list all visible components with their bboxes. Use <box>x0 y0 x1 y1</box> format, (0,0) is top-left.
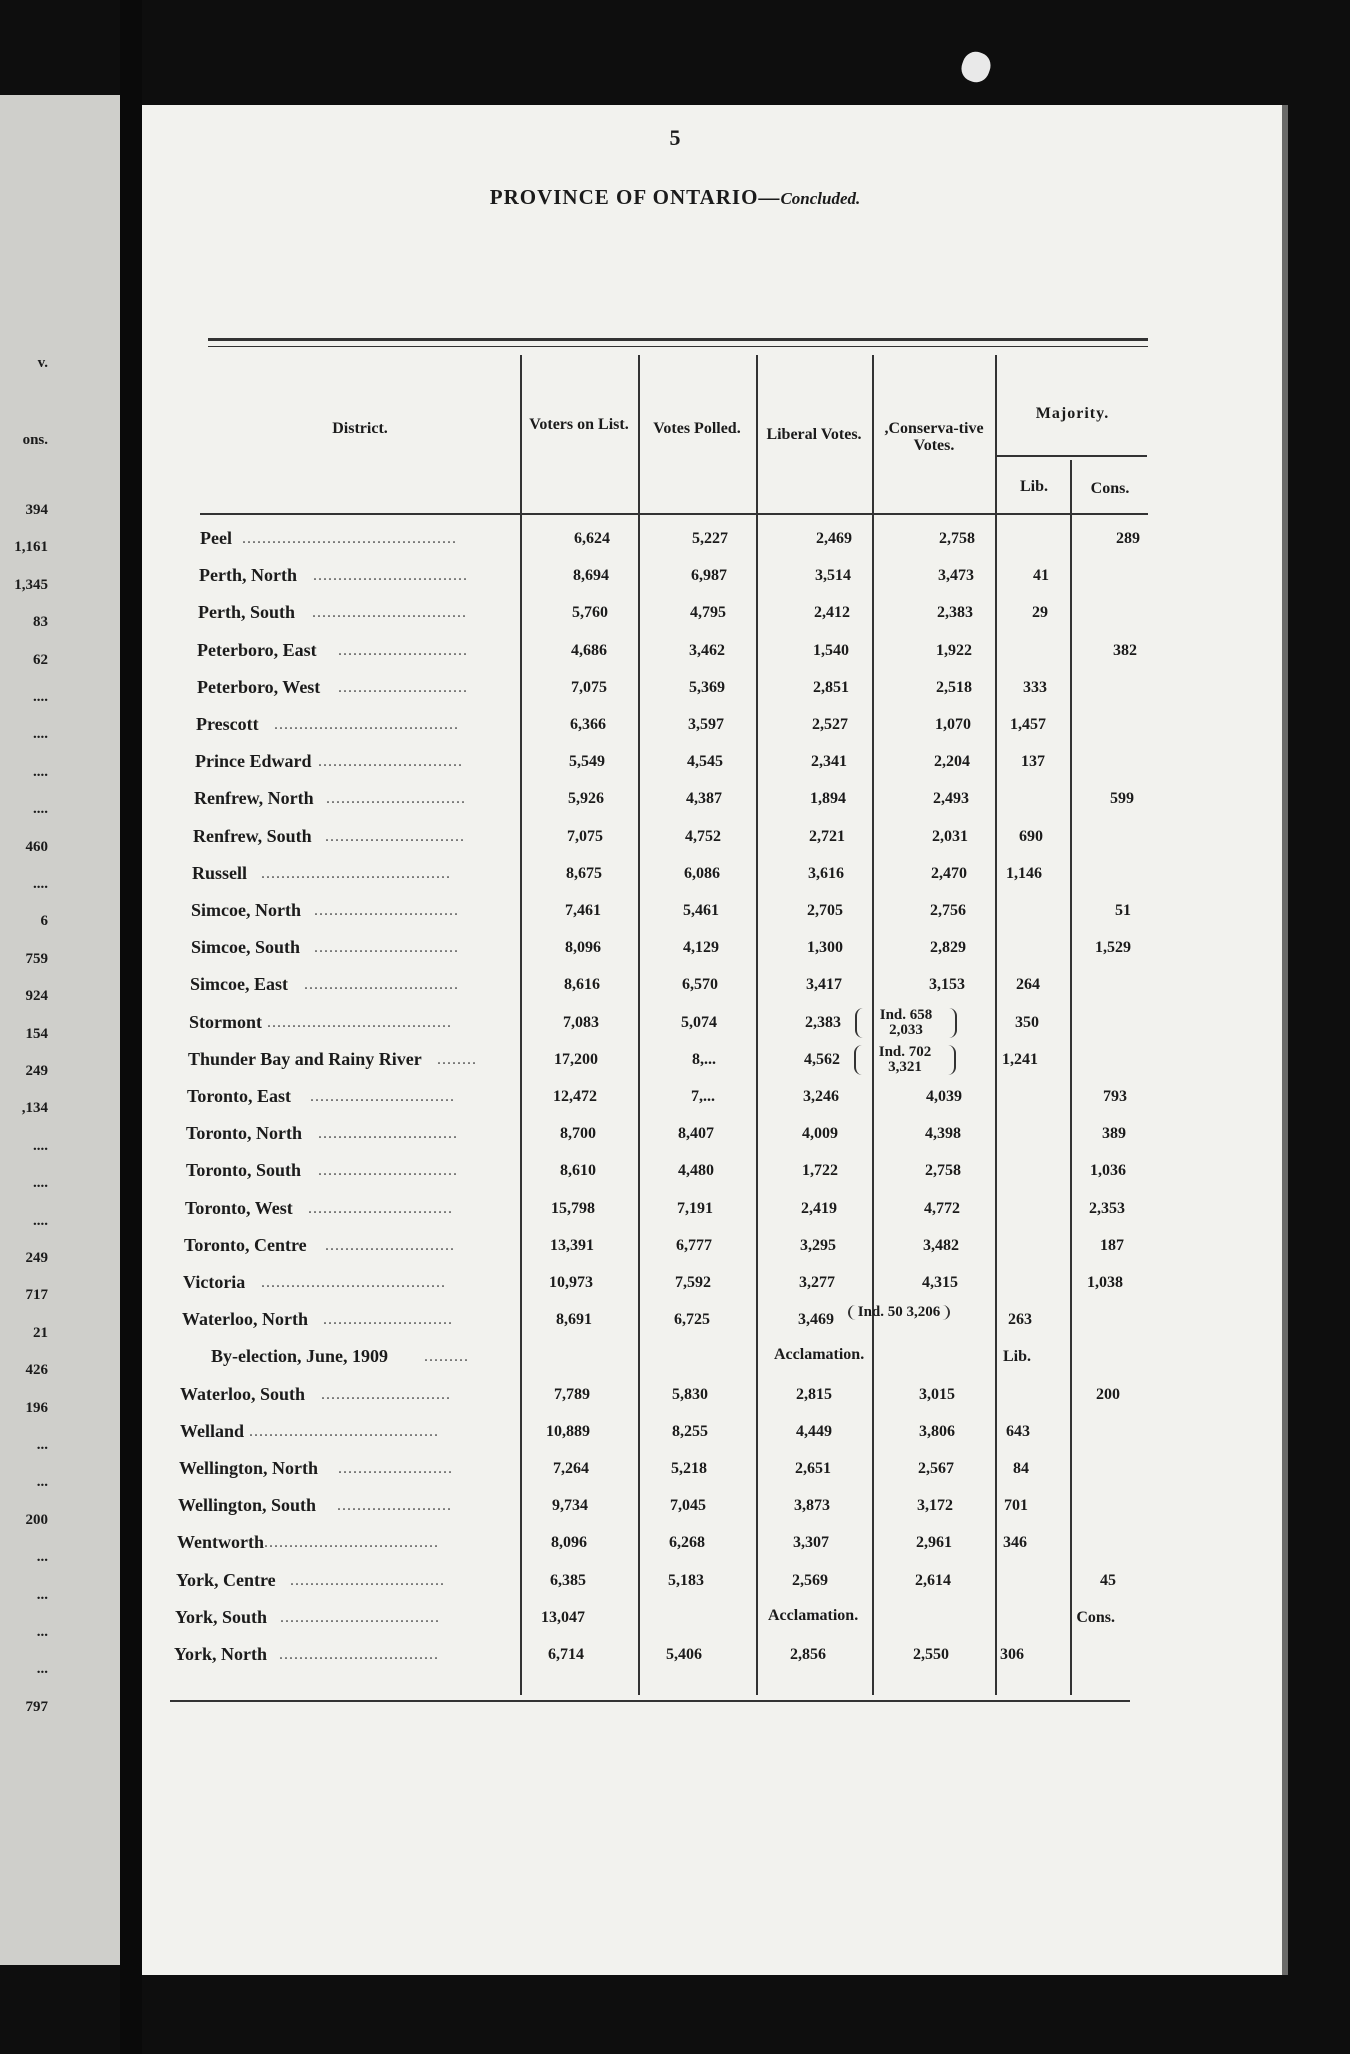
liberal-value: 1,540 <box>813 641 849 659</box>
lib-value: 643 <box>1006 1422 1030 1440</box>
left-page-fragment: ... <box>36 1474 48 1491</box>
dot-leader: ............................ <box>326 790 466 808</box>
liberal-value: 3,277 <box>799 1274 835 1291</box>
conservative-value: 2,470 <box>931 864 967 882</box>
left-page-fragment: 426 <box>25 1362 48 1379</box>
cons-value: 1,038 <box>1087 1274 1123 1291</box>
liberal-value: 1,300 <box>807 939 843 957</box>
dot-leader: ............................... <box>313 567 468 585</box>
polled-value: 5,461 <box>683 902 719 919</box>
polled-value: 3,462 <box>689 641 725 659</box>
voters-value: 5,549 <box>569 753 605 771</box>
page-number: 5 <box>669 125 681 150</box>
voters-value: 7,075 <box>567 827 603 845</box>
cons-value: 1,036 <box>1090 1162 1126 1180</box>
conservative-value: 4,039 <box>926 1088 962 1105</box>
top-rule-thin <box>208 346 1148 347</box>
liberal-value: 3,246 <box>803 1088 839 1105</box>
voters-value: 8,096 <box>551 1534 587 1552</box>
cons-value: 382 <box>1113 641 1137 659</box>
dot-leader: ............................ <box>318 1125 458 1143</box>
liberal-value: 1,722 <box>802 1162 838 1180</box>
voters-value: 12,472 <box>553 1088 597 1105</box>
dot-leader: ............................. <box>318 753 463 771</box>
polled-value: 6,987 <box>691 567 727 585</box>
district-name: Simcoe, East <box>190 974 288 995</box>
district-name: Perth, North <box>199 565 297 586</box>
left-page-fragment: ... <box>36 1661 48 1678</box>
district-name: Prescott <box>196 714 259 734</box>
cons-value: Cons. <box>1076 1608 1115 1626</box>
dot-leader: ........ <box>437 1050 477 1068</box>
cons-value: 793 <box>1103 1088 1127 1105</box>
liberal-value: 2,815 <box>796 1385 832 1403</box>
header-lib: Lib. <box>1019 478 1048 495</box>
acclamation-note: Acclamation. <box>768 1606 859 1624</box>
lib-value: 263 <box>1008 1311 1032 1329</box>
left-page-fragment: 83 <box>33 614 48 631</box>
liberal-value: 4,562 <box>804 1050 840 1068</box>
title-suffix: Concluded. <box>780 189 861 208</box>
dot-leader: ............................. <box>308 1199 453 1217</box>
liberal-value: 2,721 <box>809 827 845 845</box>
header-cons: Cons. <box>1090 480 1130 497</box>
voters-value: 8,616 <box>564 976 600 994</box>
polled-value: 5,218 <box>671 1460 707 1477</box>
district-name: York, North <box>174 1644 267 1664</box>
liberal-value: 4,449 <box>796 1422 832 1440</box>
conservative-value: 2,829 <box>930 939 966 957</box>
header-voters: Voters on List. <box>529 416 629 433</box>
conservative-value: 2,567 <box>918 1460 954 1477</box>
dot-leader: ........................................... <box>242 530 457 547</box>
liberal-value: 2,705 <box>807 902 843 919</box>
district-name: Toronto, South <box>186 1160 302 1181</box>
dot-leader: ............................ <box>318 1162 458 1180</box>
lib-value: 701 <box>1004 1497 1028 1515</box>
liberal-value: 3,514 <box>815 567 851 585</box>
left-page-fragment: .... <box>33 689 48 705</box>
liberal-value: 2,569 <box>792 1571 828 1589</box>
voters-value: 7,264 <box>553 1460 589 1477</box>
polled-value: 7,191 <box>677 1199 713 1217</box>
dot-leader: .......................... <box>321 1385 451 1403</box>
liberal-value: 4,009 <box>802 1125 838 1143</box>
voters-value: 7,075 <box>571 678 607 696</box>
polled-value: 6,086 <box>684 864 720 882</box>
top-rule <box>208 338 1148 341</box>
independent-votes: Ind. 702 3,321 <box>854 1045 956 1075</box>
conservative-value: 2,493 <box>933 790 969 808</box>
polled-value: 4,387 <box>686 790 722 808</box>
left-page-fragment: 62 <box>33 651 48 668</box>
conservative-value: 1,070 <box>935 716 971 733</box>
dot-leader: ....................... <box>337 1497 452 1515</box>
polled-value: 3,597 <box>688 716 724 733</box>
polled-value: 4,480 <box>678 1162 714 1180</box>
voters-value: 9,734 <box>552 1497 588 1515</box>
majority-rule <box>997 455 1147 457</box>
lib-value: 1,457 <box>1010 716 1046 733</box>
conservative-value: 2,614 <box>915 1571 951 1589</box>
cons-value: 2,353 <box>1089 1199 1125 1217</box>
voters-value: 13,391 <box>550 1236 594 1254</box>
lib-value: 41 <box>1033 567 1049 585</box>
lib-value: 333 <box>1023 678 1047 696</box>
left-page-fragment: 200 <box>25 1511 48 1528</box>
left-page-fragment: 249 <box>25 1250 48 1266</box>
dot-leader: ...................................... <box>249 1422 439 1440</box>
conservative-value: 3,482 <box>923 1236 959 1254</box>
left-page-fragment: .... <box>33 726 48 743</box>
conservative-value: 3,015 <box>919 1385 955 1403</box>
left-page-fragment: 797 <box>25 1698 48 1715</box>
polled-value: 5,074 <box>681 1013 717 1031</box>
dot-leader: ............................... <box>290 1571 445 1589</box>
liberal-value: 2,412 <box>814 604 850 622</box>
conservative-value: 4,315 <box>922 1274 958 1291</box>
polled-value: 5,369 <box>689 678 725 696</box>
polled-value: 7,592 <box>675 1274 711 1291</box>
lib-value: 1,241 <box>1002 1050 1038 1068</box>
conservative-value: 3,806 <box>919 1422 955 1440</box>
polled-value: 8,... <box>692 1050 716 1068</box>
voters-value: 13,047 <box>541 1608 585 1626</box>
left-page-fragment: ... <box>36 1549 48 1566</box>
header-majority: Majority. <box>1035 405 1110 422</box>
voters-value: 8,096 <box>565 939 601 957</box>
voters-value: 15,798 <box>551 1199 595 1217</box>
header-district: District. <box>332 420 388 437</box>
polled-value: 7,... <box>691 1088 715 1105</box>
polled-value: 8,407 <box>678 1125 714 1143</box>
left-page-fragment: 1,345 <box>14 576 48 593</box>
cons-value: 289 <box>1116 530 1140 547</box>
left-page-fragment: 460 <box>25 838 48 855</box>
liberal-value: 3,295 <box>800 1236 836 1254</box>
district-name: York, Centre <box>176 1569 276 1590</box>
district-name: Peterboro, East <box>197 639 317 660</box>
lib-value: Lib. <box>1002 1348 1031 1366</box>
dot-leader: .......................... <box>325 1236 455 1254</box>
district-name: Perth, South <box>198 602 296 623</box>
conservative-value: 3,473 <box>938 567 974 585</box>
dot-leader: ...................................... <box>261 864 451 882</box>
district-name: Renfrew, South <box>193 825 312 846</box>
polled-value: 4,752 <box>685 827 721 845</box>
district-name: Prince Edward <box>195 751 312 772</box>
left-page-fragment: ,134 <box>21 1100 48 1117</box>
dot-leader: .......................... <box>323 1311 453 1329</box>
page-title <box>0 185 1350 210</box>
conservative-value: 1,922 <box>936 641 972 659</box>
dot-leader: ................................ <box>279 1646 439 1663</box>
left-page-fragment: .... <box>33 1212 48 1229</box>
left-page-fragment: 717 <box>25 1287 48 1304</box>
conservative-value: 2,383 <box>937 604 973 622</box>
voters-value: 5,926 <box>568 790 604 808</box>
left-page-fragment: 154 <box>25 1025 48 1042</box>
voters-value: 8,700 <box>560 1125 596 1143</box>
liberal-value: 3,417 <box>806 976 842 994</box>
district-name: Wellington, North <box>179 1458 319 1478</box>
polled-value: 4,129 <box>683 939 719 957</box>
conservative-value: 2,550 <box>913 1646 949 1663</box>
acclamation-note: Acclamation. <box>774 1346 865 1364</box>
district-name: Welland <box>180 1420 245 1441</box>
dot-leader: ................................... <box>264 1534 439 1552</box>
lib-value: 690 <box>1019 827 1043 845</box>
header-rule <box>200 513 1148 515</box>
conservative-value: 2,961 <box>916 1534 952 1552</box>
polled-value: 6,777 <box>676 1236 712 1254</box>
polled-value: 5,406 <box>666 1646 702 1663</box>
voters-value: 6,714 <box>548 1646 584 1663</box>
header-liberal: Liberal Votes. <box>766 426 862 443</box>
dot-leader: .......................... <box>338 678 468 696</box>
polled-value: 8,255 <box>672 1422 708 1440</box>
dot-leader: ............................ <box>325 827 465 845</box>
lib-value: 264 <box>1016 976 1040 994</box>
left-page-fragment: v. <box>37 355 48 371</box>
district-name: York, South <box>175 1606 268 1627</box>
header-polled: Votes Polled. <box>653 420 741 437</box>
left-page-fragment: 196 <box>25 1399 48 1416</box>
bottom-rule <box>170 1700 1130 1702</box>
dot-leader: ............................... <box>312 604 467 622</box>
left-page-fragment: ... <box>36 1624 48 1640</box>
dot-leader: .......................... <box>338 641 468 659</box>
voters-value: 17,200 <box>554 1050 598 1068</box>
conservative-value: 3,153 <box>929 976 965 994</box>
conservative-value: 2,758 <box>939 530 975 547</box>
voters-value: 8,691 <box>556 1311 592 1329</box>
voters-value: 10,973 <box>549 1274 593 1291</box>
cons-value: 51 <box>1115 902 1131 919</box>
left-page-fragment: .... <box>33 1175 48 1192</box>
dot-leader: ..................................... <box>274 716 459 733</box>
polled-value: 4,545 <box>687 753 723 771</box>
district-name: Waterloo, South <box>180 1383 306 1404</box>
district-name: Simcoe, North <box>191 900 301 920</box>
liberal-value: 3,616 <box>808 864 844 882</box>
lib-value: 350 <box>1015 1013 1039 1031</box>
voters-value: 7,083 <box>563 1013 599 1031</box>
polled-value: 6,725 <box>674 1311 710 1329</box>
book-spine <box>120 0 142 2054</box>
left-page-fragment: ... <box>36 1586 48 1603</box>
left-page-fragment: 759 <box>25 950 48 967</box>
dot-leader: ..................................... <box>261 1274 446 1291</box>
district-name: Toronto, North <box>186 1123 303 1144</box>
liberal-value: 3,469 <box>798 1311 834 1329</box>
title-main: PROVINCE OF ONTARIO— <box>489 185 781 209</box>
dot-leader: ......... <box>424 1348 469 1366</box>
polled-value: 7,045 <box>670 1497 706 1515</box>
liberal-value: 2,341 <box>811 753 847 771</box>
district-name: Thunder Bay and Rainy River <box>188 1048 422 1069</box>
voters-value: 4,686 <box>571 641 607 659</box>
cons-value: 1,529 <box>1095 939 1131 957</box>
ink-blot <box>958 48 995 86</box>
conservative-value: 2,204 <box>934 753 970 771</box>
cons-value: 187 <box>1100 1236 1124 1254</box>
cons-value: 389 <box>1102 1125 1126 1143</box>
independent-votes: Ind. 50 3,206 <box>848 1305 950 1320</box>
dot-leader: ................................ <box>280 1608 440 1626</box>
header-conservative: ,Conserva-tive Votes. <box>884 420 984 454</box>
left-page-fragment: .... <box>33 801 48 818</box>
dot-leader: ............................... <box>304 976 459 994</box>
dot-leader: ..................................... <box>267 1013 452 1031</box>
liberal-value: 3,873 <box>794 1497 830 1515</box>
left-page-fragment: .... <box>33 1137 48 1154</box>
conservative-value: 2,518 <box>936 678 972 696</box>
polled-value: 6,570 <box>682 976 718 994</box>
cons-value: 200 <box>1096 1385 1120 1403</box>
liberal-value: 1,894 <box>810 790 846 808</box>
liberal-value: 2,527 <box>812 716 848 733</box>
document-page <box>142 105 1282 1975</box>
liberal-value: 2,383 <box>805 1013 841 1031</box>
dot-leader: ............................. <box>310 1088 455 1105</box>
voters-value: 10,889 <box>546 1422 590 1440</box>
lib-value: 29 <box>1032 604 1048 622</box>
lib-value: 137 <box>1021 753 1045 771</box>
left-page-fragment: .... <box>33 763 48 780</box>
district-name: Renfrew, North <box>194 788 314 809</box>
conservative-value: 2,758 <box>925 1162 961 1180</box>
conservative-value: 3,172 <box>917 1497 953 1515</box>
district-name: Stormont <box>189 1011 262 1032</box>
voters-value: 6,624 <box>574 530 610 547</box>
lib-value: 1,146 <box>1006 864 1042 882</box>
polled-value: 5,227 <box>692 530 728 547</box>
dot-leader: ............................. <box>314 902 459 919</box>
liberal-value: 2,419 <box>801 1199 837 1217</box>
left-page-fragment: ... <box>36 1437 48 1453</box>
conservative-value: 2,031 <box>932 827 968 845</box>
left-page-fragment: 1,161 <box>14 539 48 556</box>
district-name: Wellington, South <box>178 1495 317 1516</box>
independent-votes: Ind. 658 2,033 <box>855 1008 957 1038</box>
district-name: By-election, June, 1909 <box>211 1346 388 1367</box>
voters-value: 8,694 <box>573 567 609 585</box>
district-name: Peel <box>200 528 232 548</box>
district-name: Toronto, East <box>187 1086 292 1106</box>
district-name: Victoria <box>183 1272 246 1292</box>
voters-value: 6,366 <box>570 716 606 733</box>
polled-value: 6,268 <box>669 1534 705 1552</box>
left-page-fragment: 924 <box>25 988 48 1005</box>
cons-value: 45 <box>1100 1571 1116 1589</box>
page-edge <box>1282 105 1288 1975</box>
district-name: Simcoe, South <box>191 937 301 958</box>
voters-value: 6,385 <box>550 1571 586 1589</box>
liberal-value: 2,856 <box>790 1646 826 1663</box>
left-page-fragment: .... <box>33 876 48 892</box>
voters-value: 7,461 <box>565 902 601 919</box>
conservative-value: 4,398 <box>925 1125 961 1143</box>
liberal-value: 2,651 <box>795 1460 831 1477</box>
dot-leader: ....................... <box>338 1460 453 1477</box>
left-page-fragment: 394 <box>25 502 48 518</box>
district-name: Peterboro, West <box>197 676 321 697</box>
left-page-fragment: 21 <box>33 1324 48 1341</box>
lib-value: 84 <box>1013 1460 1029 1477</box>
district-name: Toronto, Centre <box>184 1234 307 1255</box>
dot-leader: ............................. <box>314 939 459 957</box>
conservative-value: 2,756 <box>930 902 966 919</box>
conservative-value: 4,772 <box>924 1199 960 1217</box>
left-page-fragment: 249 <box>25 1063 48 1079</box>
liberal-value: 2,851 <box>813 678 849 696</box>
district-name: Wentworth <box>177 1532 264 1553</box>
cons-value: 599 <box>1110 790 1134 808</box>
district-name: Toronto, West <box>185 1197 293 1218</box>
voters-value: 7,789 <box>554 1385 590 1403</box>
polled-value: 5,183 <box>668 1571 704 1589</box>
lib-value: 306 <box>1000 1646 1024 1663</box>
polled-value: 5,830 <box>672 1385 708 1403</box>
liberal-value: 2,469 <box>816 530 852 547</box>
district-name: Waterloo, North <box>182 1309 308 1330</box>
polled-value: 4,795 <box>690 604 726 622</box>
liberal-value: 3,307 <box>793 1534 829 1552</box>
left-page-fragment: ons. <box>22 432 48 448</box>
voters-value: 8,675 <box>566 864 602 882</box>
voters-value: 5,760 <box>572 604 608 622</box>
lib-value: 346 <box>1003 1534 1027 1552</box>
left-page-fragment: 6 <box>40 913 48 930</box>
district-name: Russell <box>192 862 248 883</box>
voters-value: 8,610 <box>560 1162 596 1180</box>
